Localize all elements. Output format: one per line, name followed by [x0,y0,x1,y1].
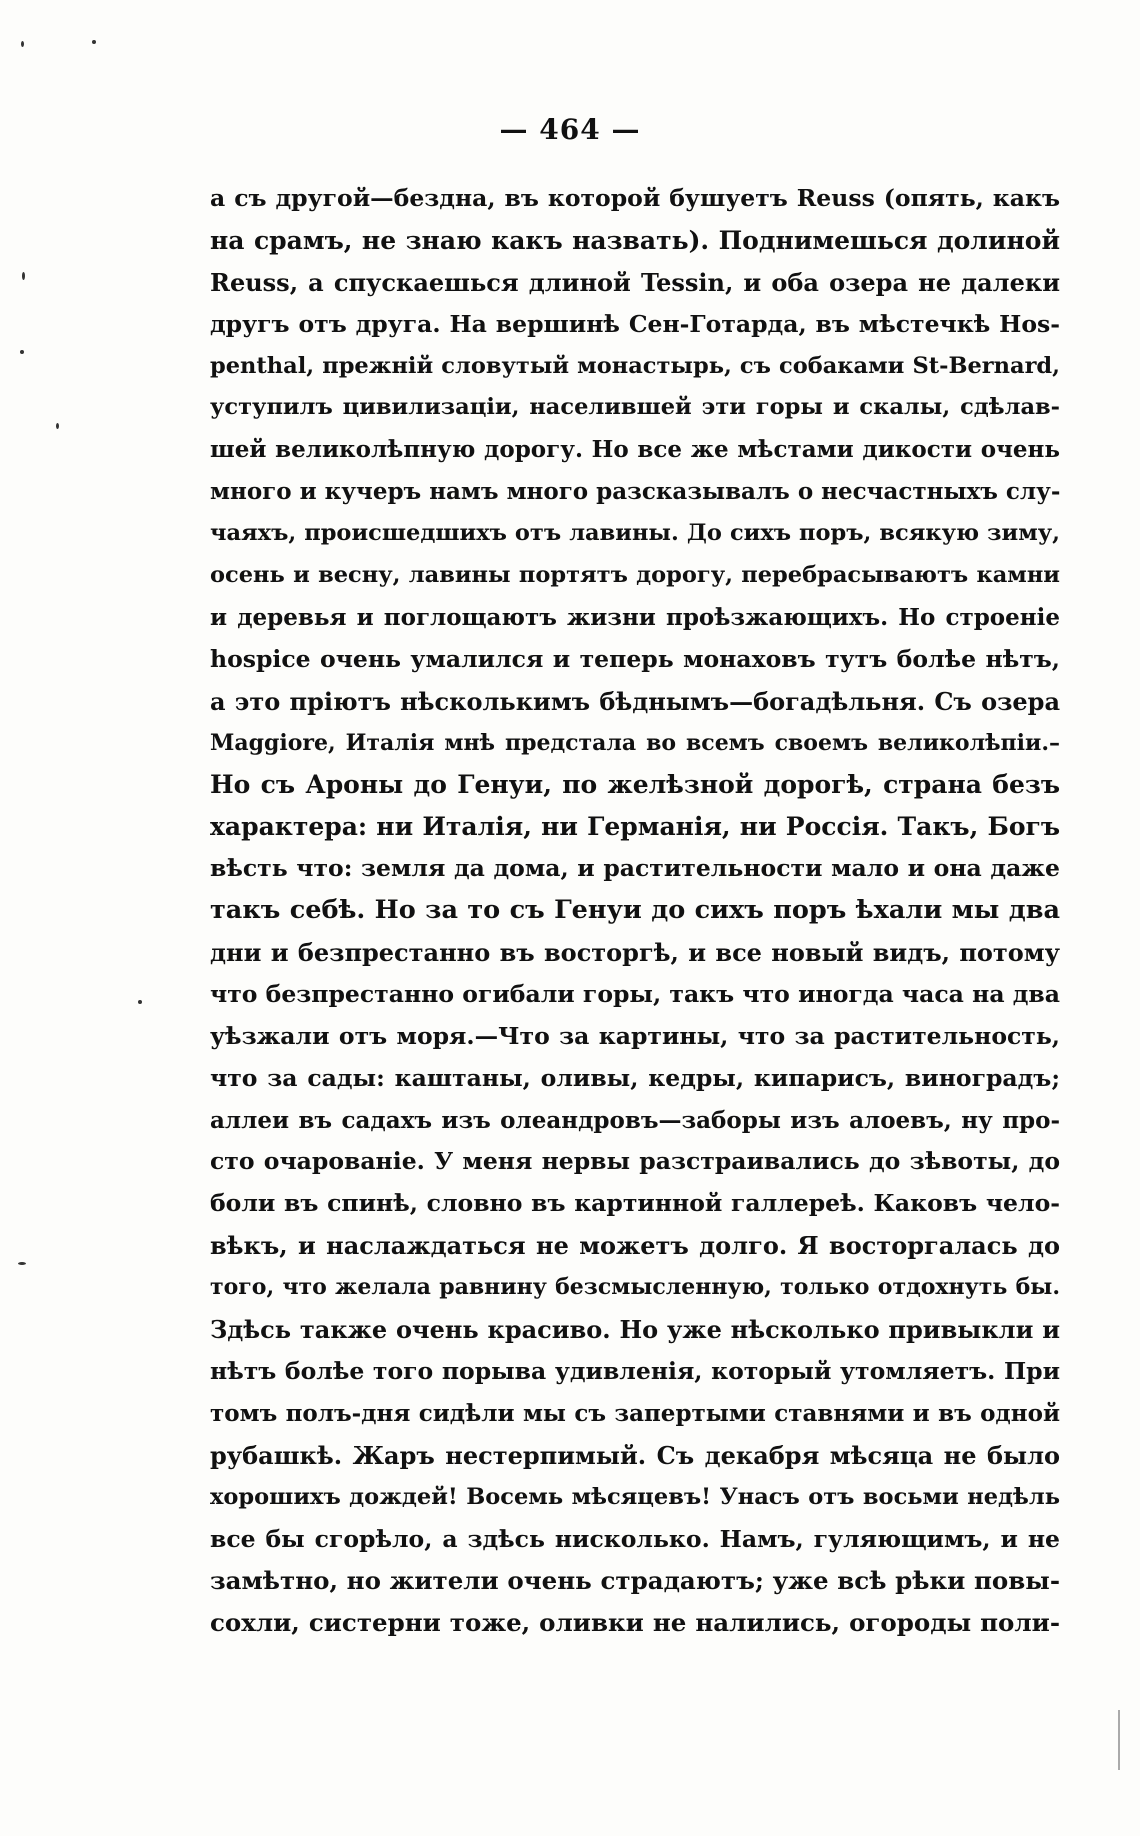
text-line: чаяхъ, происшедшихъ отъ лавины. До сихъ поръ, всякую зиму, [210,520,1060,547]
scan-speck [18,1262,26,1265]
text-line: что безпрестанно огибали горы, такъ что иногда часа на два [210,979,1060,1008]
text-line: другъ отъ друга. На вершинѣ Сен-Готарда, въ мѣстечкѣ Hos- [210,309,1060,338]
text-line: рубашкѣ. Жаръ нестерпимый. Съ декабря мѣсяца не было [210,1440,1060,1470]
text-line: аллеи въ садахъ изъ олеандровъ—заборы изъ алоевъ, ну про- [210,1106,1060,1134]
scan-speck [92,40,96,44]
text-line: того, что желала равнину безсмысленную, только отдохнуть бы. [210,1274,1060,1301]
text-line: все бы сгорѣло, а здѣсь нисколько. Намъ, гуляющимъ, и не [210,1524,1060,1553]
text-line: нѣтъ болѣе того порыва удивленія, который утомляетъ. При [210,1356,1060,1385]
text-line: уѣзжали отъ моря.—Что за картины, что за растительность, [210,1021,1060,1050]
text-line: дни и безпрестанно въ восторгѣ, и все новый видъ, потому [210,938,1060,968]
text-line: и деревья и поглощаютъ жизни проѣзжающихъ. Но строеніе [210,603,1060,631]
text-line: хорошихъ дождей! Восемь мѣсяцевъ! Унасъ отъ восьми недѣль [210,1483,1060,1510]
scan-speck [56,423,59,429]
text-line: Здѣсь также очень красиво. Но уже нѣсколько привыкли и [210,1315,1060,1345]
text-line: на срамъ, не знаю какъ назвать). Поднимешься долиной [210,225,1060,255]
text-line: сто очарованіе. У меня нервы разстраивались до зѣвоты, до [210,1147,1060,1176]
text-line: много и кучеръ намъ много разсказывалъ о несчастныхъ слу- [210,478,1060,506]
text-line: уступилъ цивилизаціи, населившей эти горы и скалы, сдѣлав- [210,394,1060,421]
scan-speck [1118,1710,1120,1770]
scan-speck [22,272,25,280]
text-line: Maggiore, Италія мнѣ предстала во всемъ своемъ великолѣпіи.– [210,729,1060,756]
text-line: Reuss, а спускаешься длиной Tessin, и оба озера не далеки [210,267,1060,297]
text-line: вѣкъ, и наслаждаться не можетъ долго. Я восторгалась до [210,1231,1060,1261]
text-line: такъ себѣ. Но за то съ Генуи до сихъ поръ ѣхали мы два [210,895,1060,926]
text-line: а съ другой—бездна, въ которой бушуетъ Reuss (опять, какъ [210,184,1060,212]
text-line: шей великолѣпную дорогу. Но все же мѣстами дикости очень [210,436,1060,464]
text-line: что за сады: каштаны, оливы, кедры, кипарисъ, виноградъ; [210,1063,1060,1092]
body-text [210,178,1060,1644]
text-line: томъ полъ-дня сидѣли мы съ запертыми ставнями и въ одной [210,1399,1060,1427]
text-line: осень и весну, лавины портятъ дорогу, перебрасываютъ камни [210,562,1060,589]
text-line: Но съ Ароны до Генуи, по желѣзной дорогѣ, страна безъ [210,770,1060,800]
scan-speck [138,1000,142,1004]
text-line: а это пріютъ нѣсколькимъ бѣднымъ—богадѣльня. Съ озера [210,686,1060,716]
text-line: hospice очень умалился и теперь монаховъ тутъ болѣе нѣтъ, [210,644,1060,673]
text-line: характера: ни Италія, ни Германія, ни Россія. Такъ, Богъ [210,812,1060,842]
text-line: боли въ спинѣ, словно въ картинной галлереѣ. Каковъ чело- [210,1189,1060,1218]
page-number: — 464 — [499,113,641,146]
scan-speck [20,350,24,354]
text-line: вѣсть что: земля да дома, и растительности мало и она даже [210,854,1060,883]
text-line: замѣтно, но жители очень страдаютъ; уже всѣ рѣки повы- [210,1566,1060,1596]
text-line: сохли, систерни тоже, оливки не налились, огороды поли- [210,1608,1060,1638]
scan-speck [21,41,24,47]
text-line: penthal, прежній словутый монастырь, съ собаками St-Bernard, [210,352,1060,379]
